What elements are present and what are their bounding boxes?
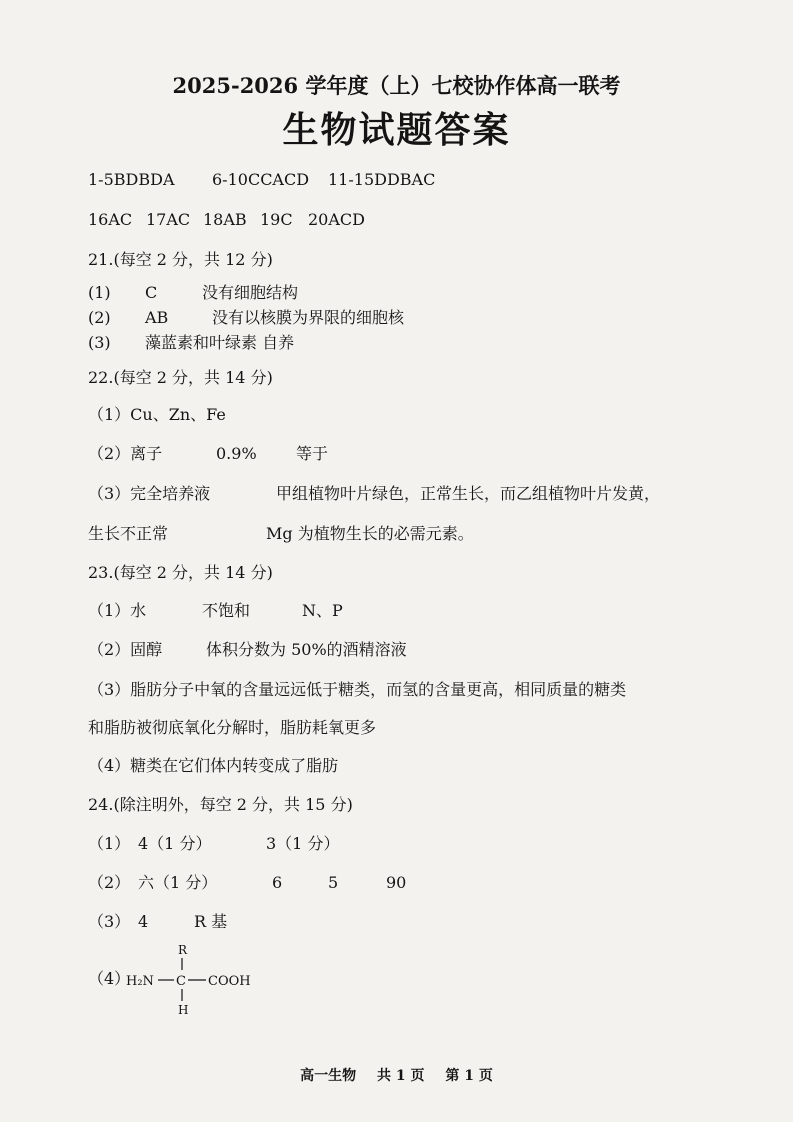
q22-3-answer-b: 生长不正常: [88, 524, 169, 543]
q23-3-line2: 和脂肪被彻底氧化分解时，脂肪耗氧更多: [88, 718, 377, 737]
q24-2-answer-a: 六（1 分）: [138, 873, 218, 892]
q21-3-answer: 藻蓝素和叶绿素 自养: [145, 333, 295, 352]
q24-2-num: （2）: [88, 873, 131, 892]
formula-hydrogen: H: [178, 1003, 189, 1017]
q24-2-answer-c: 5: [328, 873, 339, 892]
formula-carboxyl-group: COOH: [208, 974, 251, 989]
q24-4-num: （4）: [88, 969, 131, 988]
q22-2-answer-b: 等于: [296, 444, 329, 463]
q21-2-num: (2): [88, 308, 111, 327]
q22-heading: 22.(每空 2 分，共 14 分): [88, 368, 273, 387]
choice-answer-6-10: 6-10CCACD: [212, 170, 310, 189]
q24-3-answer-b: R 基: [194, 912, 228, 931]
choice-answer-18: 18AB: [203, 210, 247, 229]
exam-title: 2025-2026 学年度（上）七校协作体高一联考: [172, 73, 621, 98]
q24-1-answer-b: 3（1 分）: [266, 834, 340, 853]
q23-4-answer: （4）糖类在它们体内转变成了脂肪: [88, 756, 339, 775]
choice-answer-1-5: 1-5BDBDA: [88, 170, 175, 189]
q23-2-answer-a: 体积分数为 50%的酒精溶液: [206, 640, 407, 659]
q24-1-answer-a: 4（1 分）: [138, 834, 212, 853]
q23-1-answer-a: 不饱和: [202, 601, 251, 620]
choice-answer-17: 17AC: [146, 210, 191, 229]
q21-heading: 21.(每空 2 分，共 12 分): [88, 250, 273, 269]
choice-answer-11-15: 11-15DDBAC: [328, 170, 436, 189]
q22-1-answer: （1）Cu、Zn、Fe: [88, 405, 226, 424]
choice-answer-20: 20ACD: [308, 210, 365, 229]
q22-3-answer-a: 甲组植物叶片绿色，正常生长，而乙组植物叶片发黄，: [276, 484, 661, 503]
q22-2-num: （2）离子: [88, 444, 163, 463]
q21-2-answer-a: AB: [145, 308, 169, 327]
q23-heading: 23.(每空 2 分，共 14 分): [88, 563, 273, 582]
q23-3-line1: （3）脂肪分子中氧的含量远远低于糖类，而氢的含量更高，相同质量的糖类: [88, 680, 627, 699]
q24-2-answer-b: 6: [272, 873, 283, 892]
footer-page-number: 第 1 页: [445, 1068, 493, 1084]
choice-answer-19: 19C: [260, 210, 293, 229]
q24-3-answer-a: 4: [138, 912, 149, 931]
q22-2-answer-a: 0.9%: [216, 444, 257, 463]
q23-1-answer-b: N、P: [302, 601, 343, 620]
q21-3-num: (3): [88, 333, 111, 352]
formula-r-group: R: [178, 943, 188, 957]
q21-1-num: (1): [88, 283, 111, 302]
q22-3-answer-c: Mg 为植物生长的必需元素。: [266, 524, 474, 543]
formula-amino-group: H₂N: [126, 974, 154, 989]
amino-acid-structural-formula: [88, 934, 288, 1024]
q23-2-num: （2）固醇: [88, 640, 163, 659]
q24-heading: 24.(除注明外，每空 2 分，共 15 分): [88, 795, 353, 814]
q22-3-num: （3）完全培养液: [88, 484, 211, 503]
footer-total-pages: 共 1 页: [377, 1068, 425, 1084]
page-footer: [0, 1066, 793, 1086]
formula-central-carbon: C: [176, 974, 186, 989]
q21-1-answer-a: C: [145, 283, 158, 302]
footer-subject: 高一生物: [300, 1068, 357, 1084]
page-title: 生物试题答案: [282, 109, 511, 151]
q23-1-num: （1）水: [88, 601, 147, 620]
q24-1-num: （1）: [88, 834, 131, 853]
q24-2-answer-d: 90: [386, 873, 407, 892]
choice-answer-16: 16AC: [88, 210, 133, 229]
q21-1-answer-b: 没有细胞结构: [202, 283, 299, 302]
q21-2-answer-b: 没有以核膜为界限的细胞核: [212, 308, 405, 327]
q24-3-num: （3）: [88, 912, 131, 931]
